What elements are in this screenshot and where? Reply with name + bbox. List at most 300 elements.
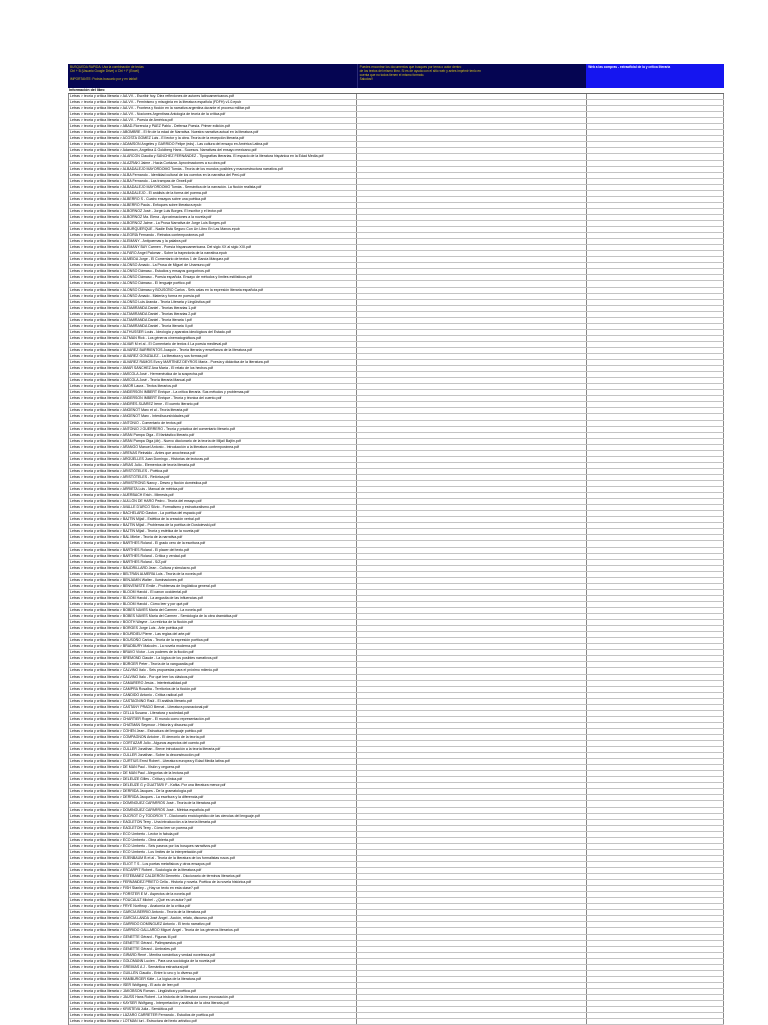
file-path-cell[interactable]: Letras > teoría y crítica literaria > BENJAMIN Walter - Iluminaciones.pdf xyxy=(69,578,357,583)
file-path-cell[interactable]: Letras > teoría y crítica literaria > ÁLVAREZ BARRIENTOS Joaquín - Teoría literaria y enseñanza de la literatura.pdf xyxy=(69,348,357,353)
empty-cell[interactable] xyxy=(357,777,587,782)
empty-cell[interactable] xyxy=(587,965,724,970)
empty-cell[interactable] xyxy=(357,427,587,432)
empty-cell[interactable] xyxy=(357,844,587,849)
empty-cell[interactable] xyxy=(357,850,587,855)
empty-cell[interactable] xyxy=(587,148,724,153)
empty-cell[interactable] xyxy=(357,421,587,426)
empty-cell[interactable] xyxy=(357,535,587,540)
empty-cell[interactable] xyxy=(587,777,724,782)
empty-cell[interactable] xyxy=(587,801,724,806)
empty-cell[interactable] xyxy=(587,493,724,498)
file-path-cell[interactable]: Letras > teoría y crítica literaria > DE MAN Paul - Visión y ceguera.pdf xyxy=(69,765,357,770)
empty-cell[interactable] xyxy=(587,711,724,716)
empty-cell[interactable] xyxy=(587,312,724,317)
file-path-cell[interactable]: Letras > teoría y crítica literaria > BENVENISTE Émile - Problemas de lingüística general.pdf xyxy=(69,584,357,589)
empty-cell[interactable] xyxy=(587,566,724,571)
empty-cell[interactable] xyxy=(357,620,587,625)
empty-cell[interactable] xyxy=(587,935,724,940)
empty-cell[interactable] xyxy=(587,735,724,740)
file-path-cell[interactable]: Letras > teoría y crítica literaria > ABAD-Florencia y PAEZ Pablo - Defensa Poesía. Primer edición.pdf xyxy=(69,124,357,129)
empty-cell[interactable] xyxy=(357,203,587,208)
file-path-cell[interactable]: Letras > teoría y crítica literaria > BLOOM Harold - La angustia de las influencias.pdf xyxy=(69,596,357,601)
empty-cell[interactable] xyxy=(587,408,724,413)
empty-cell[interactable] xyxy=(587,154,724,159)
file-path-cell[interactable]: Letras > teoría y crítica literaria > Adamson, Angelina & Goldberg Hans - Sucesos. Narrativas del ensayo mexicano.pdf xyxy=(69,148,357,153)
empty-cell[interactable] xyxy=(357,324,587,329)
empty-cell[interactable] xyxy=(357,167,587,172)
empty-cell[interactable] xyxy=(357,705,587,710)
file-path-cell[interactable]: Letras > teoría y crítica literaria > ANGENOT Marc - Interdiscursividades.pdf xyxy=(69,414,357,419)
file-path-cell[interactable]: Letras > teoría y crítica literaria > ECO Umberto - Lector in fabula.pdf xyxy=(69,832,357,837)
empty-cell[interactable] xyxy=(587,511,724,516)
file-path-cell[interactable]: Letras > teoría y crítica literaria > BLOOM Harold - El canon occidental.pdf xyxy=(69,590,357,595)
empty-cell[interactable] xyxy=(357,983,587,988)
empty-cell[interactable] xyxy=(587,850,724,855)
empty-cell[interactable] xyxy=(357,493,587,498)
empty-cell[interactable] xyxy=(357,330,587,335)
empty-cell[interactable] xyxy=(357,789,587,794)
empty-cell[interactable] xyxy=(587,578,724,583)
empty-cell[interactable] xyxy=(357,783,587,788)
empty-cell[interactable] xyxy=(357,269,587,274)
empty-cell[interactable] xyxy=(587,451,724,456)
file-path-cell[interactable]: Letras > teoría y crítica literaria > CAMPRA Rosalba - Territorios de la ficción.pdf xyxy=(69,687,357,692)
empty-cell[interactable] xyxy=(587,644,724,649)
empty-cell[interactable] xyxy=(357,729,587,734)
empty-cell[interactable] xyxy=(357,511,587,516)
empty-cell[interactable] xyxy=(357,608,587,613)
empty-cell[interactable] xyxy=(357,191,587,196)
empty-cell[interactable] xyxy=(357,687,587,692)
empty-cell[interactable] xyxy=(357,300,587,305)
empty-cell[interactable] xyxy=(357,245,587,250)
file-path-cell[interactable]: Letras > teoría y crítica literaria > AA.VV. - Feminismo y misoginia en la literatura española (FDFH) v1.0.epub xyxy=(69,100,357,105)
empty-cell[interactable] xyxy=(357,451,587,456)
empty-cell[interactable] xyxy=(357,318,587,323)
file-path-cell[interactable]: Letras > teoría y crítica literaria > CASTANY PRADO Bernat - Literatura posnacional.pdf xyxy=(69,705,357,710)
empty-cell[interactable] xyxy=(587,741,724,746)
file-path-cell[interactable]: Letras > teoría y crítica literaria > BAJTÍN Mijaíl - Teoría y estética de la novela.pdf xyxy=(69,529,357,534)
empty-cell[interactable] xyxy=(587,239,724,244)
empty-cell[interactable] xyxy=(587,233,724,238)
file-path-cell[interactable]: Letras > teoría y crítica literaria > COMPAGNON Antoine - El demonio de la teoría.pdf xyxy=(69,735,357,740)
empty-cell[interactable] xyxy=(587,844,724,849)
file-path-cell[interactable]: Letras > teoría y crítica literaria > ARIAS Julio - Elementos de teoría literaria.pdf xyxy=(69,463,357,468)
empty-cell[interactable] xyxy=(357,541,587,546)
file-path-cell[interactable]: Letras > teoría y crítica literaria > ESTÉBANEZ CALDERÓN Demetrio - Diccionario de términos literarios.pdf xyxy=(69,874,357,879)
empty-cell[interactable] xyxy=(587,795,724,800)
empty-cell[interactable] xyxy=(587,523,724,528)
empty-cell[interactable] xyxy=(357,499,587,504)
empty-cell[interactable] xyxy=(357,856,587,861)
empty-cell[interactable] xyxy=(587,445,724,450)
file-path-cell[interactable]: Letras > teoría y crítica literaria > AUERBACH Erich - Mimesis.pdf xyxy=(69,493,357,498)
empty-cell[interactable] xyxy=(587,662,724,667)
empty-cell[interactable] xyxy=(587,572,724,577)
file-path-cell[interactable]: Letras > teoría y crítica literaria > KAYSER Wolfgang - Interpretación y análisis de la obra literaria.pdf xyxy=(69,1001,357,1006)
empty-cell[interactable] xyxy=(357,753,587,758)
empty-cell[interactable] xyxy=(587,596,724,601)
file-path-cell[interactable]: Letras > teoría y crítica literaria > ALONSO Amado - La Prosa de Miguel de Unamuno.pdf xyxy=(69,263,357,268)
file-path-cell[interactable]: Letras > teoría y crítica literaria > DUCROT O y TODOROV T - Diccionario enciclopédico de las ciencias del lenguaje.pdf xyxy=(69,814,357,819)
empty-cell[interactable] xyxy=(587,185,724,190)
empty-cell[interactable] xyxy=(587,759,724,764)
empty-cell[interactable] xyxy=(587,941,724,946)
empty-cell[interactable] xyxy=(357,838,587,843)
empty-cell[interactable] xyxy=(357,795,587,800)
empty-cell[interactable] xyxy=(587,517,724,522)
file-path-cell[interactable]: Letras > teoría y crítica literaria > GREIMAS A J - Semántica estructural.pdf xyxy=(69,965,357,970)
empty-cell[interactable] xyxy=(587,548,724,553)
file-path-cell[interactable]: Letras > teoría y crítica literaria > FOUCAULT Michel - ¿Qué es un autor?.pdf xyxy=(69,898,357,903)
empty-cell[interactable] xyxy=(587,638,724,643)
empty-cell[interactable] xyxy=(357,1001,587,1006)
empty-cell[interactable] xyxy=(587,173,724,178)
empty-cell[interactable] xyxy=(587,251,724,256)
empty-cell[interactable] xyxy=(357,959,587,964)
empty-cell[interactable] xyxy=(357,185,587,190)
file-path-cell[interactable]: Letras > teoría y crítica literaria > ANDERSON IMBERT Enrique - La crítica literaria. Sus métodos y problemas.pdf xyxy=(69,390,357,395)
empty-cell[interactable] xyxy=(357,475,587,480)
empty-cell[interactable] xyxy=(357,717,587,722)
empty-cell[interactable] xyxy=(357,578,587,583)
empty-cell[interactable] xyxy=(587,826,724,831)
empty-cell[interactable] xyxy=(587,384,724,389)
empty-cell[interactable] xyxy=(587,753,724,758)
empty-cell[interactable] xyxy=(357,1013,587,1018)
file-path-cell[interactable]: Letras > teoría y crítica literaria > ARISTÓTELES - Poética.pdf xyxy=(69,469,357,474)
empty-cell[interactable] xyxy=(587,142,724,147)
empty-cell[interactable] xyxy=(587,910,724,915)
empty-cell[interactable] xyxy=(587,263,724,268)
empty-cell[interactable] xyxy=(587,814,724,819)
empty-cell[interactable] xyxy=(587,620,724,625)
empty-cell[interactable] xyxy=(357,759,587,764)
empty-cell[interactable] xyxy=(357,142,587,147)
file-path-cell[interactable]: Letras > teoría y crítica literaria > ALTAMIRANDA Daniel - Teoría literaria II.pdf xyxy=(69,324,357,329)
file-path-cell[interactable]: Letras > teoría y crítica literaria > CANDIDO Antonio - Crítica radical.pdf xyxy=(69,693,357,698)
file-path-cell[interactable]: Letras > teoría y crítica literaria > KRISTEVA Julia - Semiótica.pdf xyxy=(69,1007,357,1012)
empty-cell[interactable] xyxy=(357,312,587,317)
empty-cell[interactable] xyxy=(357,378,587,383)
empty-cell[interactable] xyxy=(357,275,587,280)
empty-cell[interactable] xyxy=(357,638,587,643)
empty-cell[interactable] xyxy=(357,832,587,837)
empty-cell[interactable] xyxy=(357,862,587,867)
file-path-cell[interactable]: Letras > teoría y crítica literaria > ARMSTRONG Nancy - Deseo y ficción doméstica.pdf xyxy=(69,481,357,486)
file-path-cell[interactable]: Letras > teoría y crítica literaria > GIRARD René - Mentira romántica y verdad novelesca.pdf xyxy=(69,953,357,958)
file-path-cell[interactable]: Letras > teoría y crítica literaria > ALEMANY BAY Carmen - Poesía hispanoamericana. Del siglo XX al siglo XXI.pdf xyxy=(69,245,357,250)
file-path-cell[interactable]: Letras > teoría y crítica literaria > GARCÍA BERRIO Antonio - Teoría de la literatura.pdf xyxy=(69,910,357,915)
file-path-cell[interactable]: Letras > teoría y crítica literaria > EAGLETON Terry - Una introducción a la teoría literaria.pdf xyxy=(69,820,357,825)
file-path-cell[interactable]: Letras > teoría y crítica literaria > ALBADALEJO MAYORDOMO Tomás - Teoría de los mundos posibles y macroestructura narrativa.pdf xyxy=(69,167,357,172)
file-path-cell[interactable]: Letras > teoría y crítica literaria > ARRIETA Luis - Manual de métrica.pdf xyxy=(69,487,357,492)
file-path-cell[interactable]: Letras > teoría y crítica literaria > ACOSTA GOMEZ Luis - El lector y la obra. Teoría de la recepción literaria.pdf xyxy=(69,136,357,141)
file-path-cell[interactable]: Letras > teoría y crítica literaria > JAKOBSON Roman - Lingüística y poética.pdf xyxy=(69,989,357,994)
file-path-cell[interactable]: Letras > teoría y crítica literaria > ARGÜELLES Juan Domingo - Historias de lecturas.pdf xyxy=(69,457,357,462)
empty-cell[interactable] xyxy=(587,390,724,395)
empty-cell[interactable] xyxy=(587,699,724,704)
empty-cell[interactable] xyxy=(357,233,587,238)
empty-cell[interactable] xyxy=(587,989,724,994)
empty-cell[interactable] xyxy=(587,221,724,226)
empty-cell[interactable] xyxy=(587,541,724,546)
file-path-cell[interactable]: Letras > teoría y crítica literaria > DE MAN Paul - Alegorías de la lectura.pdf xyxy=(69,771,357,776)
file-path-cell[interactable]: Letras > teoría y crítica literaria > ÁLVAREZ GONZÁLEZ - La literatura y sus formas.pdf xyxy=(69,354,357,359)
empty-cell[interactable] xyxy=(357,221,587,226)
file-path-cell[interactable]: Letras > teoría y crítica literaria > ARENAS Reinaldo - Antes que anochezca.pdf xyxy=(69,451,357,456)
empty-cell[interactable] xyxy=(587,614,724,619)
file-path-cell[interactable]: Letras > teoría y crítica literaria > ALBERRO S - Cuatro ensayos sobre una poética.pdf xyxy=(69,197,357,202)
empty-cell[interactable] xyxy=(587,481,724,486)
file-path-cell[interactable]: Letras > teoría y crítica literaria > ANDERSON IMBERT Enrique - Teoría y técnica del cuento.pdf xyxy=(69,396,357,401)
empty-cell[interactable] xyxy=(587,1001,724,1006)
empty-cell[interactable] xyxy=(587,499,724,504)
file-path-cell[interactable]: Letras > teoría y crítica literaria > DOMÍNGUEZ CAPARRÓS José - Teoría de la literatura.pdf xyxy=(69,801,357,806)
empty-cell[interactable] xyxy=(587,693,724,698)
empty-cell[interactable] xyxy=(357,366,587,371)
empty-cell[interactable] xyxy=(357,735,587,740)
empty-cell[interactable] xyxy=(587,402,724,407)
empty-cell[interactable] xyxy=(357,469,587,474)
empty-cell[interactable] xyxy=(587,832,724,837)
file-path-cell[interactable]: Letras > teoría y crítica literaria > FRYE Northrop - Anatomía de la crítica.pdf xyxy=(69,904,357,909)
file-path-cell[interactable]: Letras > teoría y crítica literaria > AVALLE D'ARCO Silvio - Formalismo y estructuralismo.pdf xyxy=(69,505,357,510)
empty-cell[interactable] xyxy=(587,324,724,329)
file-path-cell[interactable]: Letras > teoría y crítica literaria > DERRIDA Jacques - La escritura y la diferencia.pdf xyxy=(69,795,357,800)
empty-cell[interactable] xyxy=(587,953,724,958)
empty-cell[interactable] xyxy=(357,681,587,686)
file-path-cell[interactable]: Letras > teoría y crítica literaria > ALONSO Dámaso y BOUSOÑO Carlos - Seis calas en la expresión literaria española.pdf xyxy=(69,288,357,293)
empty-cell[interactable] xyxy=(357,1019,587,1024)
empty-cell[interactable] xyxy=(587,463,724,468)
file-path-cell[interactable]: Letras > teoría y crítica literaria > GARRIDO GALLARDO Miguel Ángel - Teoría de los géneros literarios.pdf xyxy=(69,928,357,933)
file-path-cell[interactable]: Letras > teoría y crítica literaria > AMOR Laura - Textos literarios.pdf xyxy=(69,384,357,389)
empty-cell[interactable] xyxy=(587,705,724,710)
empty-cell[interactable] xyxy=(587,161,724,166)
file-path-cell[interactable]: Letras > teoría y crítica literaria > ANTONIO - Comentario de textos.pdf xyxy=(69,421,357,426)
empty-cell[interactable] xyxy=(357,880,587,885)
empty-cell[interactable] xyxy=(357,197,587,202)
empty-cell[interactable] xyxy=(587,808,724,813)
file-path-cell[interactable]: Letras > teoría y crítica literaria > ISER Wolfgang - El acto de leer.pdf xyxy=(69,983,357,988)
file-path-cell[interactable]: Letras > teoría y crítica literaria > ECO Umberto - Obra abierta.pdf xyxy=(69,838,357,843)
empty-cell[interactable] xyxy=(357,112,587,117)
empty-cell[interactable] xyxy=(587,820,724,825)
empty-cell[interactable] xyxy=(357,445,587,450)
empty-cell[interactable] xyxy=(587,602,724,607)
empty-cell[interactable] xyxy=(587,215,724,220)
empty-cell[interactable] xyxy=(357,360,587,365)
file-path-cell[interactable]: Letras > teoría y crítica literaria > GENETTE Gérard - Umbrales.pdf xyxy=(69,947,357,952)
empty-cell[interactable] xyxy=(587,112,724,117)
file-path-cell[interactable]: Letras > teoría y crítica literaria > ELIOT T S - Los poetas metafísicos y otros ensayos.pdf xyxy=(69,862,357,867)
empty-cell[interactable] xyxy=(357,414,587,419)
file-path-cell[interactable]: Letras > teoría y crítica literaria > ALMEIDA Jorge - El Comentario de textos 1 de García Márquez.pdf xyxy=(69,257,357,262)
file-path-cell[interactable]: Letras > teoría y crítica literaria > AMAR SÁNCHEZ Ana María - El relato de los hechos.pdf xyxy=(69,366,357,371)
empty-cell[interactable] xyxy=(357,566,587,571)
file-path-cell[interactable]: Letras > teoría y crítica literaria > BRADBURY Malcolm - La novela moderna.pdf xyxy=(69,644,357,649)
empty-cell[interactable] xyxy=(357,868,587,873)
file-path-cell[interactable]: Letras > teoría y crítica literaria > ANDRÉS-SUÁREZ Irene - El cuento literario.pdf xyxy=(69,402,357,407)
empty-cell[interactable] xyxy=(357,239,587,244)
empty-cell[interactable] xyxy=(357,741,587,746)
empty-cell[interactable] xyxy=(587,747,724,752)
file-path-cell[interactable]: Letras > teoría y crítica literaria > BARTHES Roland - Crítica y verdad.pdf xyxy=(69,554,357,559)
file-path-cell[interactable]: Letras > teoría y crítica literaria > FERNÁNDEZ PRIETO Celia - Historia y novela. Poética de la novela histórica.pdf xyxy=(69,880,357,885)
file-path-cell[interactable]: Letras > teoría y crítica literaria > ALTAMIRANDA Daniel - Teorías literarias 2.pdf xyxy=(69,312,357,317)
empty-cell[interactable] xyxy=(357,487,587,492)
empty-cell[interactable] xyxy=(357,693,587,698)
empty-cell[interactable] xyxy=(357,626,587,631)
empty-cell[interactable] xyxy=(357,675,587,680)
empty-cell[interactable] xyxy=(587,783,724,788)
empty-cell[interactable] xyxy=(587,916,724,921)
empty-cell[interactable] xyxy=(357,433,587,438)
file-path-cell[interactable]: Letras > teoría y crítica literaria > GARCÍA LANDA José Ángel - Acción, relato, discurso.pdf xyxy=(69,916,357,921)
empty-cell[interactable] xyxy=(587,922,724,927)
empty-cell[interactable] xyxy=(357,118,587,123)
file-path-cell[interactable]: Letras > teoría y crítica literaria > ESCARPIT Robert - Sociología de la literatura.pdf xyxy=(69,868,357,873)
file-path-cell[interactable]: Letras > teoría y crítica literaria > AA.VV. - Escribir hoy. Diez reflexiones de autores latinoamericanos.pdf xyxy=(69,94,357,99)
empty-cell[interactable] xyxy=(357,463,587,468)
empty-cell[interactable] xyxy=(587,505,724,510)
file-path-cell[interactable]: Letras > teoría y crítica literaria > CULLER Jonathan - Breve introducción a la teoría literaria.pdf xyxy=(69,747,357,752)
file-path-cell[interactable]: Letras > teoría y crítica literaria > ECO Umberto - Los límites de la interpretación.pdf xyxy=(69,850,357,855)
file-path-cell[interactable]: Letras > teoría y crítica literaria > ARISTÓTELES - Retórica.pdf xyxy=(69,475,357,480)
empty-cell[interactable] xyxy=(357,808,587,813)
file-path-cell[interactable]: Letras > teoría y crítica literaria > ALBORNOZ José - Jorge Luis Borges. El escritor y el lector.pdf xyxy=(69,209,357,214)
empty-cell[interactable] xyxy=(357,699,587,704)
empty-cell[interactable] xyxy=(587,118,724,123)
file-path-cell[interactable]: Letras > teoría y crítica literaria > GENETTE Gérard - Palimpsestos.pdf xyxy=(69,941,357,946)
file-path-cell[interactable]: Letras > teoría y crítica literaria > BREMOND Claude - La lógica de los posibles narrativos.pdf xyxy=(69,656,357,661)
empty-cell[interactable] xyxy=(587,729,724,734)
empty-cell[interactable] xyxy=(357,941,587,946)
empty-cell[interactable] xyxy=(357,668,587,673)
file-path-cell[interactable]: Letras > teoría y crítica literaria > CELLA Susana - Literatura y sociedad.pdf xyxy=(69,711,357,716)
empty-cell[interactable] xyxy=(357,886,587,891)
empty-cell[interactable] xyxy=(357,922,587,927)
file-path-cell[interactable]: Letras > teoría y crítica literaria > LOTMAN Iuri - Estructura del texto artístico.pdf xyxy=(69,1019,357,1024)
file-path-cell[interactable]: Letras > teoría y crítica literaria > ALBA Fernando - Las trampas de Orwell.pdf xyxy=(69,179,357,184)
file-path-cell[interactable]: Letras > teoría y crítica literaria > AULLÓN DE HARO Pedro - Teoría del ensayo.pdf xyxy=(69,499,357,504)
empty-cell[interactable] xyxy=(357,947,587,952)
empty-cell[interactable] xyxy=(357,396,587,401)
file-path-cell[interactable]: Letras > teoría y crítica literaria > AA.VV. - Poesía de América.pdf xyxy=(69,118,357,123)
file-path-cell[interactable]: Letras > teoría y crítica literaria > CHATMAN Seymour - Historia y discurso.pdf xyxy=(69,723,357,728)
empty-cell[interactable] xyxy=(357,336,587,341)
file-path-cell[interactable]: Letras > teoría y crítica literaria > CURTIUS Ernst Robert - Literatura europea y Edad Media latina.pdf xyxy=(69,759,357,764)
file-path-cell[interactable]: Letras > teoría y crítica literaria > BARTHES Roland - El grado cero de la escritura.pdf xyxy=(69,541,357,546)
file-path-cell[interactable]: Letras > teoría y crítica literaria > ALBORNOZ Ma. Elena - Aproximaciones a la novela.pdf xyxy=(69,215,357,220)
file-path-cell[interactable]: Letras > teoría y crítica literaria > BAUDRILLARD Jean - Cultura y simulacro.pdf xyxy=(69,566,357,571)
empty-cell[interactable] xyxy=(587,898,724,903)
empty-cell[interactable] xyxy=(357,148,587,153)
file-path-cell[interactable]: Letras > teoría y crítica literaria > EIJENBAUM B et al - Teoría de la literatura de los formalistas rusos.pdf xyxy=(69,856,357,861)
file-path-cell[interactable]: Letras > teoría y crítica literaria > AMÍCOLA José - Hermenéutica de la sospecha.pdf xyxy=(69,372,357,377)
empty-cell[interactable] xyxy=(357,288,587,293)
empty-cell[interactable] xyxy=(587,608,724,613)
empty-cell[interactable] xyxy=(357,154,587,159)
empty-cell[interactable] xyxy=(357,656,587,661)
empty-cell[interactable] xyxy=(357,281,587,286)
empty-cell[interactable] xyxy=(357,354,587,359)
file-path-cell[interactable]: Letras > teoría y crítica literaria > ALEMANY - Antipoemas y la palabra.pdf xyxy=(69,239,357,244)
empty-cell[interactable] xyxy=(357,584,587,589)
file-path-cell[interactable]: Letras > teoría y crítica literaria > ALBERRO Paola - Enfoques sobre literatura.epub xyxy=(69,203,357,208)
empty-cell[interactable] xyxy=(357,342,587,347)
empty-cell[interactable] xyxy=(357,820,587,825)
empty-cell[interactable] xyxy=(357,179,587,184)
file-path-cell[interactable]: Letras > teoría y crítica literaria > ARANGO Manuel Antonio - Introducción a la literatura contemporánea.pdf xyxy=(69,445,357,450)
empty-cell[interactable] xyxy=(587,650,724,655)
empty-cell[interactable] xyxy=(357,457,587,462)
file-path-cell[interactable]: Letras > teoría y crítica literaria > BOURDIEU Pierre - Las reglas del arte.pdf xyxy=(69,632,357,637)
empty-cell[interactable] xyxy=(587,433,724,438)
empty-cell[interactable] xyxy=(587,348,724,353)
empty-cell[interactable] xyxy=(357,209,587,214)
file-path-cell[interactable]: Letras > teoría y crítica literaria > BAJTÍN Mijaíl - Problemas de la poética de Dostoievski.pdf xyxy=(69,523,357,528)
empty-cell[interactable] xyxy=(587,94,724,99)
empty-cell[interactable] xyxy=(357,898,587,903)
empty-cell[interactable] xyxy=(357,348,587,353)
empty-cell[interactable] xyxy=(587,886,724,891)
empty-cell[interactable] xyxy=(357,910,587,915)
file-path-cell[interactable]: Letras > teoría y crítica literaria > BÜRGER Peter - Teoría de la vanguardia.pdf xyxy=(69,662,357,667)
empty-cell[interactable] xyxy=(587,124,724,129)
file-path-cell[interactable]: Letras > teoría y crítica literaria > ARÁN Pampa Olga - El fantástico literario.pdf xyxy=(69,433,357,438)
empty-cell[interactable] xyxy=(357,662,587,667)
empty-cell[interactable] xyxy=(587,354,724,359)
file-path-cell[interactable]: Letras > teoría y crítica literaria > ANTONIO J GUERRERO - Teoría y práctica del comentario literario.pdf xyxy=(69,427,357,432)
empty-cell[interactable] xyxy=(587,300,724,305)
empty-cell[interactable] xyxy=(587,366,724,371)
empty-cell[interactable] xyxy=(587,862,724,867)
file-path-cell[interactable]: Letras > teoría y crítica literaria > AA.VV. - Nociones Argentinas Antología de teoría de la crítica.pdf xyxy=(69,112,357,117)
empty-cell[interactable] xyxy=(357,390,587,395)
file-path-cell[interactable]: Letras > teoría y crítica literaria > DELEUZE Gilles - Crítica y clínica.pdf xyxy=(69,777,357,782)
file-path-cell[interactable]: Letras > teoría y crítica literaria > ALEGRÍA Fernando - Retratos contemporáneos.pdf xyxy=(69,233,357,238)
empty-cell[interactable] xyxy=(587,130,724,135)
empty-cell[interactable] xyxy=(587,306,724,311)
empty-cell[interactable] xyxy=(587,928,724,933)
empty-cell[interactable] xyxy=(587,179,724,184)
file-path-cell[interactable]: Letras > teoría y crítica literaria > BRAVO Víctor - Los poderes de la ficción.pdf xyxy=(69,650,357,655)
file-path-cell[interactable]: Letras > teoría y crítica literaria > CAMARERO Jesús - Intertextualidad.pdf xyxy=(69,681,357,686)
file-path-cell[interactable]: Letras > teoría y crítica literaria > GENETTE Gérard - Figuras III.pdf xyxy=(69,935,357,940)
file-path-cell[interactable]: Letras > teoría y crítica literaria > ALONSO Dámaso - El lenguaje poético.pdf xyxy=(69,281,357,286)
file-path-cell[interactable]: Letras > teoría y crítica literaria > ALFARO Angel Palomar - Sobre la trayectoria de la narrativa.epub xyxy=(69,251,357,256)
file-path-cell[interactable]: Letras > teoría y crítica literaria > ALONSO Luis Aranda - Teoría Literaria y Lingüística.pdf xyxy=(69,300,357,305)
file-path-cell[interactable]: Letras > teoría y crítica literaria > EAGLETON Terry - Cómo leer un poema.pdf xyxy=(69,826,357,831)
empty-cell[interactable] xyxy=(357,529,587,534)
empty-cell[interactable] xyxy=(357,1007,587,1012)
empty-cell[interactable] xyxy=(357,124,587,129)
empty-cell[interactable] xyxy=(357,765,587,770)
empty-cell[interactable] xyxy=(357,384,587,389)
empty-cell[interactable] xyxy=(587,288,724,293)
file-path-cell[interactable]: Letras > teoría y crítica literaria > GARRIDO DOMÍNGUEZ Antonio - El texto narrativo.pdf xyxy=(69,922,357,927)
file-path-cell[interactable]: Letras > teoría y crítica literaria > ALVAR M et al - El Comentario de textos 4 La poesía medieval.pdf xyxy=(69,342,357,347)
empty-cell[interactable] xyxy=(357,814,587,819)
file-path-cell[interactable]: Letras > teoría y crítica literaria > BOBES NAVES María del Carmen - Semiología de la obra dramática.pdf xyxy=(69,614,357,619)
empty-cell[interactable] xyxy=(587,668,724,673)
empty-cell[interactable] xyxy=(587,529,724,534)
file-path-cell[interactable]: Letras > teoría y crítica literaria > ECO Umberto - Seis paseos por los bosques narrativos.pdf xyxy=(69,844,357,849)
empty-cell[interactable] xyxy=(357,106,587,111)
